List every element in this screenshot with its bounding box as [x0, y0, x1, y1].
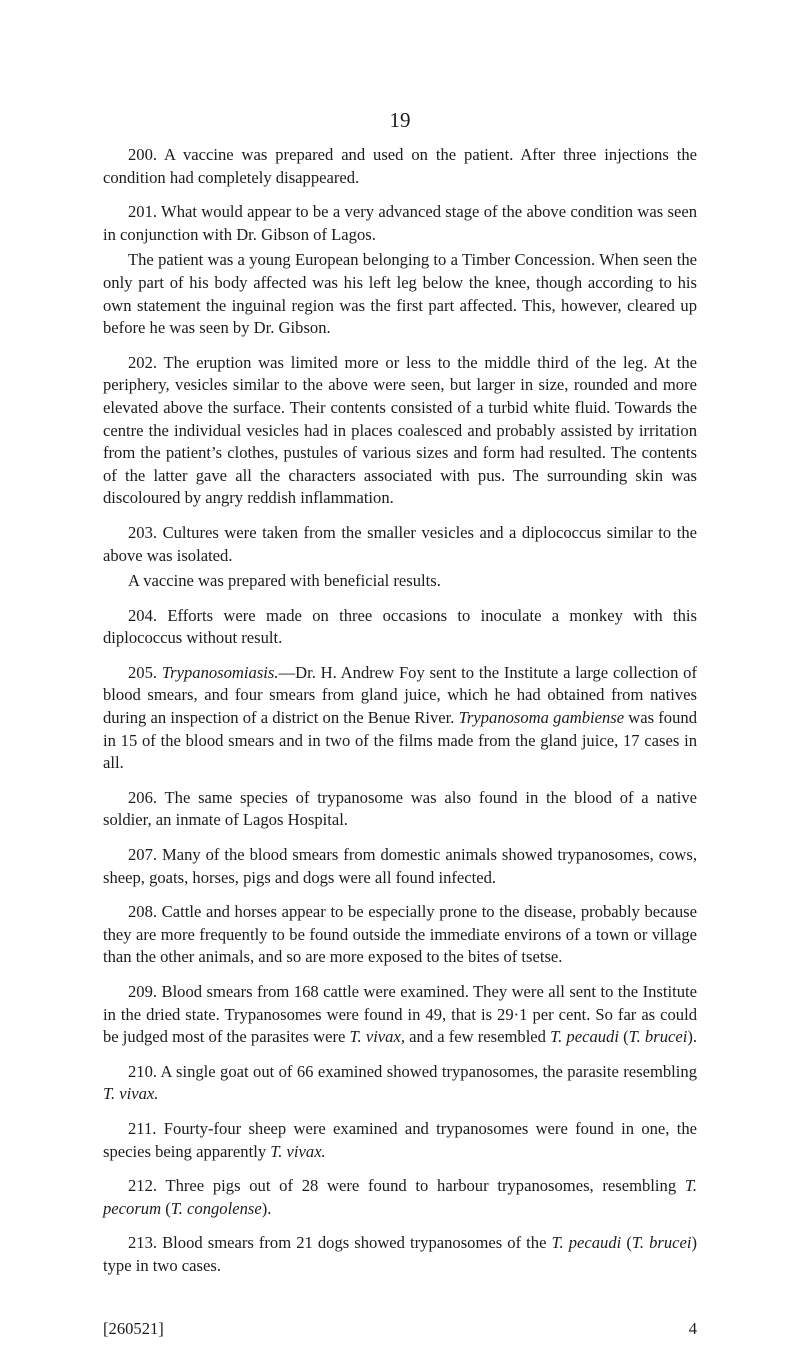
signature-mark: 4	[688, 1319, 697, 1338]
body-text	[103, 144, 697, 1278]
italic-text: T. vivax.	[103, 1084, 159, 1104]
print-code: [260521]	[103, 1319, 164, 1338]
text-run: 209. Blood smears from 168 cattle were examined. They were all sent to the Institute in the dried state. Trypanosomes were found in 49, that is 29·1 per cent. So far as could be judged most of the parasites were	[103, 982, 697, 1047]
text-run: ).	[687, 1027, 698, 1047]
text-run: ).	[261, 1198, 272, 1218]
paragraph-205	[103, 662, 697, 775]
paragraph-202	[103, 352, 697, 510]
italic-text: T. vivax.	[270, 1141, 326, 1161]
paragraph-203	[103, 522, 697, 567]
italic-text: T. pecorum	[103, 1176, 697, 1218]
italic-text: Trypanosomiasis.	[161, 662, 279, 682]
text-run: (	[618, 1027, 629, 1047]
paragraph-200	[103, 144, 697, 189]
paragraph-210	[103, 1061, 697, 1106]
text-run: (	[621, 1233, 632, 1253]
text-run: was found in 15 of the blood smears and in two of the films made from the gland juice, 17 cases in all.	[103, 708, 697, 773]
text-run: 207. Many of the blood smears from domestic animals showed trypanosomes, cows, sheep, goats, horses, pigs and dogs were all found infected.	[103, 845, 697, 887]
text-run: 204. Efforts were made on three occasions to inoculate a monkey with this diplococcus without result.	[103, 605, 697, 648]
text-run: 208. Cattle and horses appear to be especially prone to the disease, probably because they are more frequently to be found outside the immediate environs of a town or village than the other animals, and so are more exposed to the bites of tsetse.	[103, 902, 697, 967]
text-run: 206. The same species of trypanosome was also found in the blood of a native soldier, an inmate of Lagos Hospital.	[103, 787, 697, 830]
text-run: 210. A single goat out of 66 examined showed trypanosomes, the parasite resembling	[128, 1061, 697, 1081]
paragraph-212	[103, 1175, 697, 1220]
paragraph-208	[103, 901, 697, 969]
text-run: 205.	[128, 662, 162, 682]
italic-text: T. pecaudi	[551, 1233, 622, 1253]
text-run: 201. What would appear to be a very advanced stage of the above condition was seen in conjunction with Dr. Gibson of Lagos.	[103, 202, 697, 244]
text-run: and a few resembled	[404, 1027, 551, 1047]
paragraph-207	[103, 844, 697, 889]
paragraph-201-continued	[103, 249, 697, 339]
text-run: (	[161, 1198, 171, 1218]
text-run: 200. A vaccine was prepared and used on the patient. After three injections the condition had completely disappeared.	[103, 145, 697, 187]
text-run: 212. Three pigs out of 28 were found to harbour trypanosomes, resembling	[128, 1176, 685, 1196]
paragraph-213	[103, 1232, 697, 1277]
text-run: —Dr. H. Andrew Foy sent to the Institute a large collection of blood smears, and four smears from gland juice, which he had obtained from natives during an inspection of a district on the Benue River.	[103, 662, 698, 728]
paragraph-201	[103, 201, 697, 246]
italic-text: T. brucei	[631, 1233, 692, 1253]
page-number: 19	[389, 108, 411, 132]
text-run: The patient was a young European belonging to a Timber Concession. When seen the only part of his body affected was his left leg below the knee, though according to his own statement the inguinal region was the first part affected. This, however, cleared up before he was seen by Dr. Gibson.	[103, 250, 697, 338]
italic-text: T. pecaudi	[550, 1027, 619, 1047]
italic-text: T. vivax,	[349, 1027, 405, 1047]
paragraph-211	[103, 1118, 697, 1163]
text-run: 211. Fourty-four sheep were examined and trypanosomes were found in one, the species being apparently	[103, 1118, 697, 1161]
italic-text: T. congolense	[170, 1198, 262, 1218]
text-run: 202. The eruption was limited more or less to the middle third of the leg. At the periphery, vesicles similar to the above were seen, but larger in size, rounded and more elevated above the surface. Their contents consisted of a turbid white fluid. Towards the centre the individual vesicles had in places coalesced and probably assisted by irritation from the patient’s clothes, pustules of various sizes and form had resulted. The contents of the latter gave all the characters associated with pus. The surrounding skin was discoloured by angry reddish inflammation.	[103, 352, 697, 508]
italic-text: Trypanosoma gambiense	[458, 708, 625, 728]
paragraph-204	[103, 605, 697, 650]
page-footer	[103, 1319, 697, 1339]
italic-text: T. brucei	[628, 1027, 688, 1047]
paragraph-209	[103, 981, 697, 1049]
text-run: A vaccine was prepared with beneficial results.	[128, 571, 441, 591]
paragraph-203-continued	[103, 570, 697, 593]
text-run: 203. Cultures were taken from the smaller vesicles and a diplococcus similar to the above was isolated.	[103, 522, 697, 565]
text-run: 213. Blood smears from 21 dogs showed trypanosomes of the	[128, 1233, 552, 1253]
text-run: ) type in two cases.	[103, 1233, 697, 1275]
paragraph-206	[103, 787, 697, 832]
